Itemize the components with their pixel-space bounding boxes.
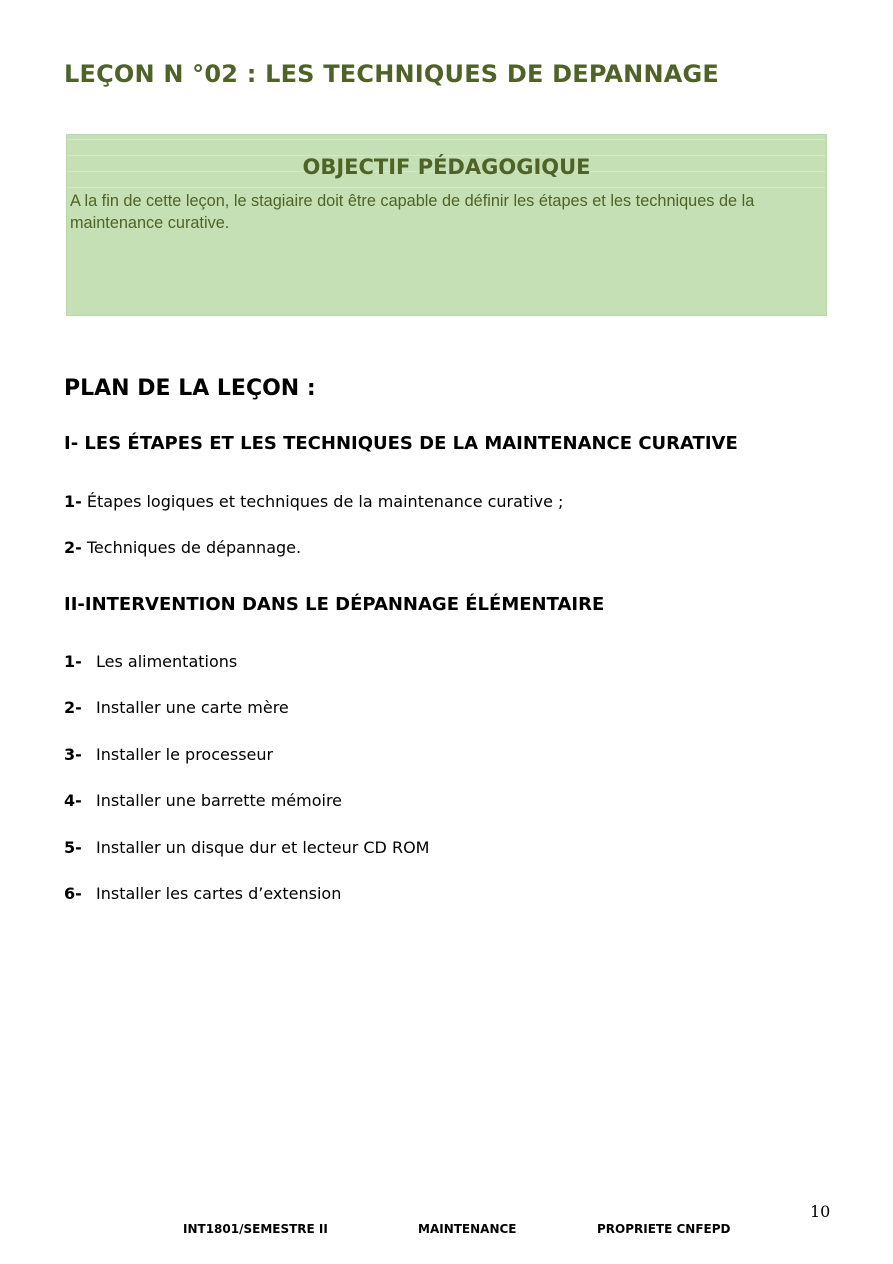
item-text: Installer un disque dur et lecteur CD ROM [96, 838, 430, 857]
list-item [64, 698, 289, 717]
lesson-title: LEÇON N °02 : LES TECHNIQUES DE DEPANNAGE [64, 60, 720, 88]
section-heading-2: II-INTERVENTION DANS LE DÉPANNAGE ÉLÉMENTAIRE [64, 594, 605, 615]
list-item [64, 838, 429, 857]
item-number: 3- [64, 745, 82, 764]
item-number: 4- [64, 791, 82, 810]
item-number: 1- [64, 652, 82, 671]
item-text: Installer les cartes d’extension [96, 884, 342, 903]
list-item [64, 652, 237, 671]
list-item [64, 884, 341, 903]
footer-course-code: INT1801/SEMESTRE II [183, 1222, 328, 1236]
item-text: Installer une carte mère [96, 698, 289, 717]
item-number: 6- [64, 884, 82, 903]
objective-box [66, 134, 827, 316]
section-heading-1: I- LES ÉTAPES ET LES TECHNIQUES DE LA MAINTENANCE CURATIVE [64, 433, 738, 454]
list-item [64, 791, 342, 810]
footer-subject: MAINTENANCE [418, 1222, 517, 1236]
box-stripe [67, 139, 826, 140]
plan-title: PLAN DE LA LEÇON : [64, 376, 316, 401]
item-text: Installer une barrette mémoire [96, 791, 343, 810]
objective-text: A la fin de cette leçon, le stagiaire doit être capable de définir les étapes et les techniques de la maintenance curative. [70, 192, 755, 232]
item-text: Installer le processeur [96, 745, 274, 764]
box-stripe [67, 187, 826, 188]
list-item [64, 538, 301, 557]
objective-heading: OBJECTIF PÉDAGOGIQUE [302, 155, 591, 179]
page-number: 10 [810, 1202, 831, 1221]
item-number: 2- [64, 698, 82, 717]
item-number: 1- [64, 492, 82, 511]
item-text: Étapes logiques et techniques de la maintenance curative ; [86, 492, 564, 511]
list-item [64, 745, 273, 764]
footer-ownership: PROPRIETE CNFEPD [597, 1222, 731, 1236]
item-text: Techniques de dépannage. [86, 538, 302, 557]
list-item [64, 492, 563, 511]
item-number: 5- [64, 838, 82, 857]
item-number: 2- [64, 538, 82, 557]
item-text: Les alimentations [96, 652, 238, 671]
